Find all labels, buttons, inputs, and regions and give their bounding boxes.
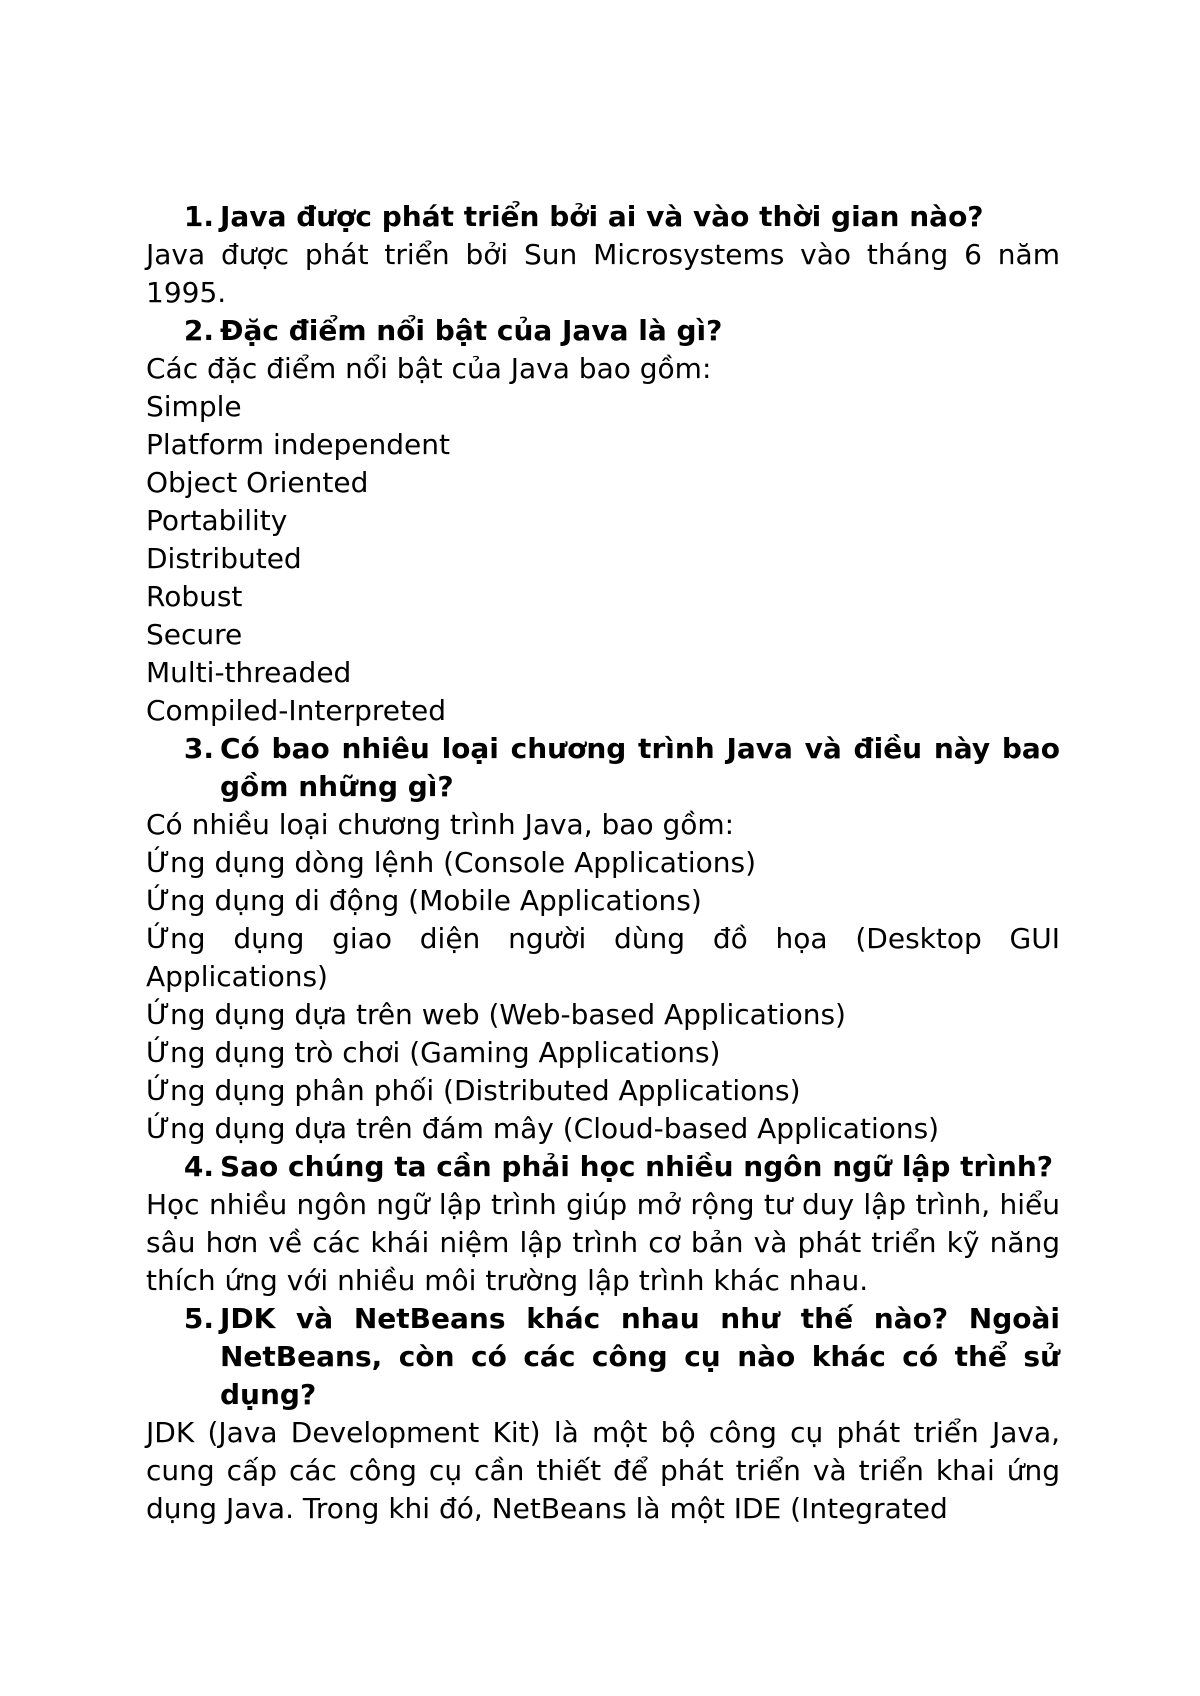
question-2-heading [146,312,1060,350]
list-item: Simple [146,390,242,423]
question-5-heading [146,1300,1060,1414]
list-item: Ứng dụng trò chơi (Gaming Applications) [146,1036,721,1069]
question-3-heading [146,730,1060,806]
question-number: 1. [183,200,214,233]
list-item: Object Oriented [146,466,369,499]
question-4-heading [146,1148,1060,1186]
list-item: Ứng dụng phân phối (Distributed Applications) [146,1074,801,1107]
list-item: Ứng dụng dựa trên web (Web-based Applications) [146,998,846,1031]
list-item: Compiled-Interpreted [146,694,446,727]
question-number: 5. [183,1302,214,1335]
question-title: Java được phát triển bởi ai và vào thời gian nào? [220,200,984,233]
question-2-intro: Các đặc điểm nổi bật của Java bao gồm: [146,352,712,385]
question-3-intro: Có nhiều loại chương trình Java, bao gồm: [146,808,735,841]
question-number: 3. [183,732,214,765]
question-number: 2. [183,314,214,347]
question-1-answer: Java được phát triển bởi Sun Microsystems vào tháng 6 năm 1995. [146,238,1060,309]
list-item: Robust [146,580,243,613]
list-item: Multi-threaded [146,656,352,689]
question-number: 4. [183,1150,214,1183]
question-title: Đặc điểm nổi bật của Java là gì? [220,314,723,347]
list-item: Ứng dụng giao diện người dùng đồ họa (Desktop GUI Applications) [146,922,1060,993]
question-4-answer: Học nhiều ngôn ngữ lập trình giúp mở rộng tư duy lập trình, hiểu sâu hơn về các khái niệm lập trình cơ bản và phát triển kỹ năng thích ứng với nhiều môi trường lập trình khác nhau. [146,1188,1060,1297]
question-title: JDK và NetBeans khác nhau như thế nào? Ngoài NetBeans, còn có các công cụ nào khác có thể sử dụng? [220,1302,1060,1411]
list-item: Distributed [146,542,302,575]
list-item: Secure [146,618,243,651]
question-1-heading [146,198,1060,236]
list-item: Ứng dụng dòng lệnh (Console Applications) [146,846,757,879]
list-item: Ứng dụng di động (Mobile Applications) [146,884,702,917]
question-title: Có bao nhiêu loại chương trình Java và điều này bao gồm những gì? [220,732,1060,803]
list-item: Ứng dụng dựa trên đám mây (Cloud-based Applications) [146,1112,940,1145]
list-item: Portability [146,504,288,537]
question-5-answer: JDK (Java Development Kit) là một bộ công cụ phát triển Java, cung cấp các công cụ cần thiết để phát triển và triển khai ứng dụng Java. Trong khi đó, NetBeans là một IDE (Integrated [146,1416,1060,1525]
list-item: Platform independent [146,428,450,461]
question-title: Sao chúng ta cần phải học nhiều ngôn ngữ lập trình? [220,1150,1054,1183]
